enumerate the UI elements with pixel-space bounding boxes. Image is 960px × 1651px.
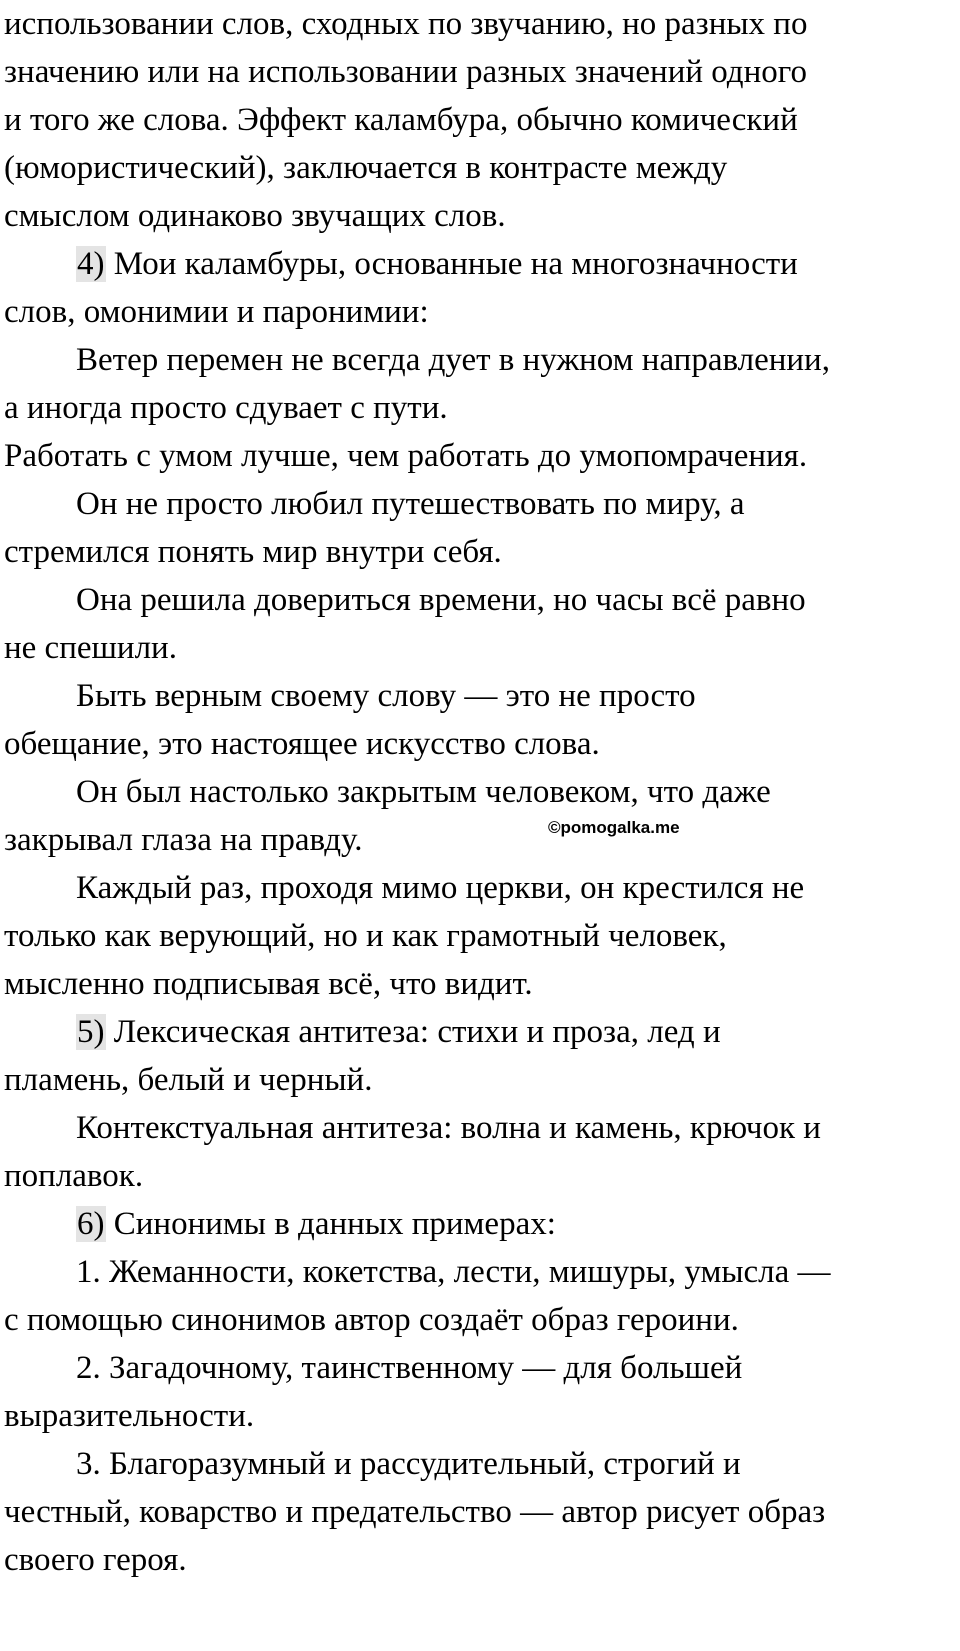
text-line: закрывал глаза на правду. — [4, 822, 363, 858]
item-number-badge: 5) — [77, 1014, 105, 1050]
document-page — [4, 0, 956, 1584]
text-line: честный, коварство и предательство — автор рисует образ — [4, 1494, 826, 1530]
text-line: слов, омонимии и паронимии: — [4, 294, 429, 330]
text-line: поплавок. — [4, 1158, 144, 1194]
paragraph-start-line: Она решила довериться времени, но часы всё равно — [76, 582, 806, 618]
text-line: и того же слова. Эффект каламбура, обычно комический — [4, 102, 798, 138]
text-line: выразительности. — [4, 1398, 255, 1434]
paragraph-start-line: Контекстуальная антитеза: волна и камень, крючок и — [76, 1110, 821, 1146]
item-number-badge: 6) — [77, 1206, 105, 1242]
paragraph-start-line: Он был настолько закрытым человеком, что даже — [76, 774, 771, 810]
paragraph-start-line — [4, 240, 956, 288]
text-line: а иногда просто сдувает с пути. — [4, 390, 448, 426]
text-line: смыслом одинаково звучащих слов. — [4, 198, 506, 234]
text-fragment: Мои каламбуры, основанные на многозначности — [105, 246, 798, 282]
text-line: (юмористический), заключается в контрасте между — [4, 150, 728, 186]
text-line: Работать с умом лучше, чем работать до умопомрачения. — [4, 438, 808, 474]
text-line: мысленно подписывая всё, что видит. — [4, 966, 533, 1002]
text-fragment: Лексическая антитеза: стихи и проза, лед и — [105, 1014, 721, 1050]
paragraph-start-line: Быть верным своему слову — это не просто — [76, 678, 696, 714]
text-line: пламень, белый и черный. — [4, 1062, 373, 1098]
text-line: обещание, это настоящее искусство слова. — [4, 726, 600, 762]
item-number-badge: 4) — [77, 246, 105, 282]
paragraph-start-line — [4, 1200, 956, 1248]
text-line: не спешили. — [4, 630, 177, 666]
paragraph-start-line: Ветер перемен не всегда дует в нужном направлении, — [76, 342, 830, 378]
paragraph-start-line: 3. Благоразумный и рассудительный, строгий и — [76, 1446, 741, 1482]
paragraph-start-line: Он не просто любил путешествовать по миру, а — [76, 486, 745, 522]
paragraph-start-line: 1. Жеманности, кокетства, лести, мишуры, умысла — — [76, 1254, 831, 1290]
text-line: с помощью синонимов автор создаёт образ героини. — [4, 1302, 739, 1338]
text-line: значению или на использовании разных значений одного — [4, 54, 807, 90]
text-line: использовании слов, сходных по звучанию, но разных по — [4, 6, 808, 42]
text-line: стремился понять мир внутри себя. — [4, 534, 502, 570]
watermark: ©pomogalka.me — [548, 818, 680, 837]
paragraph-start-line — [4, 1008, 956, 1056]
text-line: только как верующий, но и как грамотный человек, — [4, 918, 727, 954]
paragraph-start-line: Каждый раз, проходя мимо церкви, он крестился не — [76, 870, 805, 906]
text-fragment: Синонимы в данных примерах: — [105, 1206, 556, 1242]
text-line: своего героя. — [4, 1542, 187, 1578]
paragraph-start-line: 2. Загадочному, таинственному — для большей — [76, 1350, 743, 1386]
